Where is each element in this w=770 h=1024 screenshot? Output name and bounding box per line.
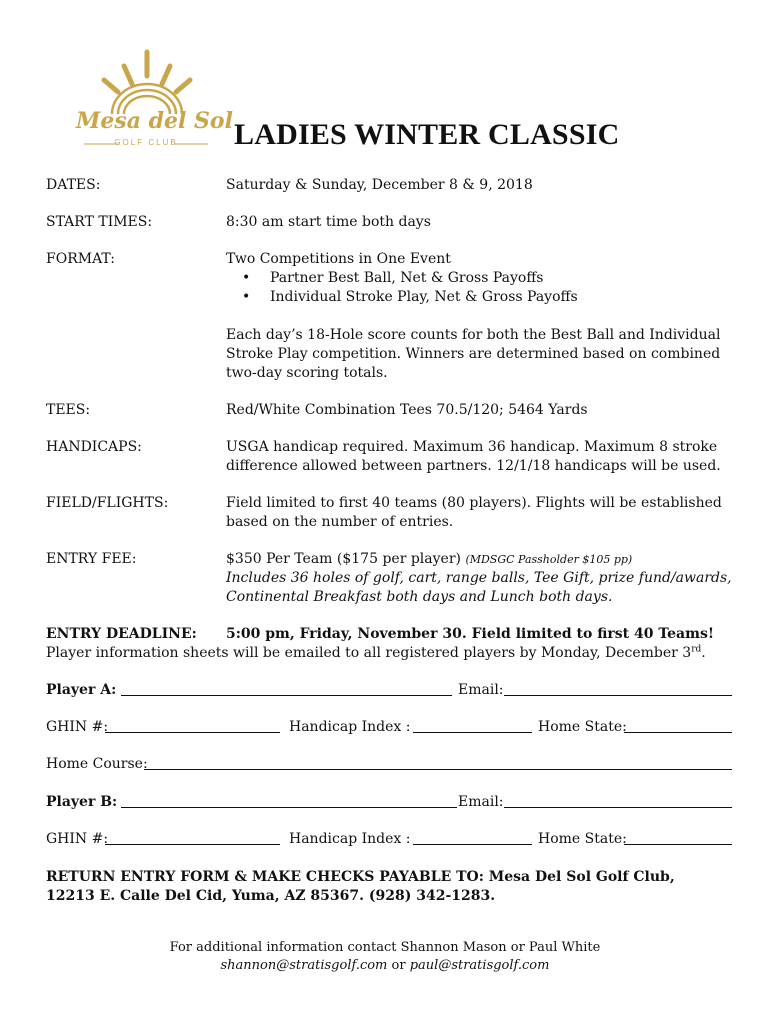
player-a-email-field[interactable] (504, 695, 732, 696)
player-b-handicap-field[interactable] (413, 844, 532, 845)
home-course-label: Home Course: (46, 756, 148, 772)
entry-fee-label: ENTRY FEE: (46, 551, 137, 567)
passholder-note: (MDSGC Passholder $105 pp) (465, 553, 633, 566)
player-a-email-label: Email: (458, 682, 504, 698)
player-b-email-label: Email: (458, 794, 504, 810)
home-course-field[interactable] (144, 769, 732, 770)
player-a-handicap-field[interactable] (413, 732, 532, 733)
player-a-label: Player A: (46, 682, 117, 698)
player-b-email-field[interactable] (504, 807, 732, 808)
tees-label: TEES: (46, 402, 91, 418)
deadline-note-sup: rd (691, 644, 702, 655)
entry-fee-includes-line: Continental Breakfast both days and Lunch both days. (226, 589, 613, 605)
player-b-name-field[interactable] (121, 807, 457, 808)
entry-deadline-value: 5:00 pm, Friday, November 30. Field limited to first 40 Teams! (226, 626, 714, 642)
handicaps-label: HANDICAPS: (46, 439, 142, 455)
footer-email-line (0, 957, 770, 975)
player-a-ghin-field[interactable] (105, 732, 280, 733)
dates-value: Saturday & Sunday, December 8 & 9, 2018 (226, 177, 533, 193)
format-paragraph-line: two-day scoring totals. (226, 365, 388, 381)
dates-label: DATES: (46, 177, 101, 193)
player-a-handicap-label: Handicap Index : (289, 719, 411, 735)
deadline-note-end: . (701, 645, 706, 661)
player-b-home-state-label: Home State: (538, 831, 627, 847)
player-b-ghin-label: GHIN #: (46, 831, 109, 847)
shannon-email-link[interactable]: shannon@stratisgolf.com (220, 958, 388, 973)
entry-fee-includes-line: Includes 36 holes of golf, cart, range balls, Tee Gift, prize fund/awards, (226, 570, 732, 586)
entry-deadline-label: ENTRY DEADLINE: (46, 626, 197, 642)
handicaps-line: USGA handicap required. Maximum 36 handicap. Maximum 8 stroke (226, 439, 718, 455)
paul-email-link[interactable]: paul@stratisgolf.com (409, 958, 550, 973)
field-flights-line: Field limited to first 40 teams (80 players). Flights will be established (226, 495, 722, 511)
logo-sub-text: GOLF CLUB (114, 138, 178, 147)
footer-contact-line: For additional information contact Shannon Mason or Paul White (169, 940, 601, 955)
tees-value: Red/White Combination Tees 70.5/120; 5464 Yards (226, 402, 588, 418)
player-a-home-state-label: Home State: (538, 719, 627, 735)
footer-or: or (391, 958, 406, 973)
format-bullet-item: • Partner Best Ball, Net & Gross Payoffs (242, 269, 578, 288)
return-line: 12213 E. Calle Del Cid, Yuma, AZ 85367. (928) 342-1283. (46, 888, 496, 904)
player-b-home-state-field[interactable] (624, 844, 732, 845)
handicaps-line: difference allowed between partners. 12/1/18 handicaps will be used. (226, 458, 721, 474)
player-b-label: Player B: (46, 794, 118, 810)
club-logo (74, 46, 233, 156)
format-paragraph-line: Stroke Play competition. Winners are determined based on combined (226, 346, 721, 362)
start-times-value: 8:30 am start time both days (226, 214, 431, 230)
deadline-note (46, 644, 706, 663)
return-line: RETURN ENTRY FORM & MAKE CHECKS PAYABLE TO: Mesa Del Sol Golf Club, (46, 869, 675, 885)
format-bullet-list (242, 269, 578, 307)
player-b-ghin-field[interactable] (105, 844, 280, 845)
format-label: FORMAT: (46, 251, 115, 267)
format-bullet-item: • Individual Stroke Play, Net & Gross Payoffs (242, 288, 578, 307)
entry-fee-line (226, 550, 632, 569)
entry-fee-value: $350 Per Team ($175 per player) (226, 551, 461, 567)
deadline-note-text: Player information sheets will be emailed to all registered players by Monday, December 3 (46, 645, 692, 661)
format-value: Two Competitions in One Event (226, 251, 451, 267)
format-paragraph-line: Each day’s 18-Hole score counts for both the Best Ball and Individual (226, 327, 721, 343)
start-times-label: START TIMES: (46, 214, 153, 230)
player-a-name-field[interactable] (121, 695, 452, 696)
field-flights-line: based on the number of entries. (226, 514, 454, 530)
player-b-handicap-label: Handicap Index : (289, 831, 411, 847)
player-a-ghin-label: GHIN #: (46, 719, 109, 735)
field-flights-label: FIELD/FLIGHTS: (46, 495, 169, 511)
logo-script-text: Mesa del Sol (76, 108, 233, 134)
page-title: LADIES WINTER CLASSIC (234, 118, 620, 151)
player-a-home-state-field[interactable] (624, 732, 732, 733)
